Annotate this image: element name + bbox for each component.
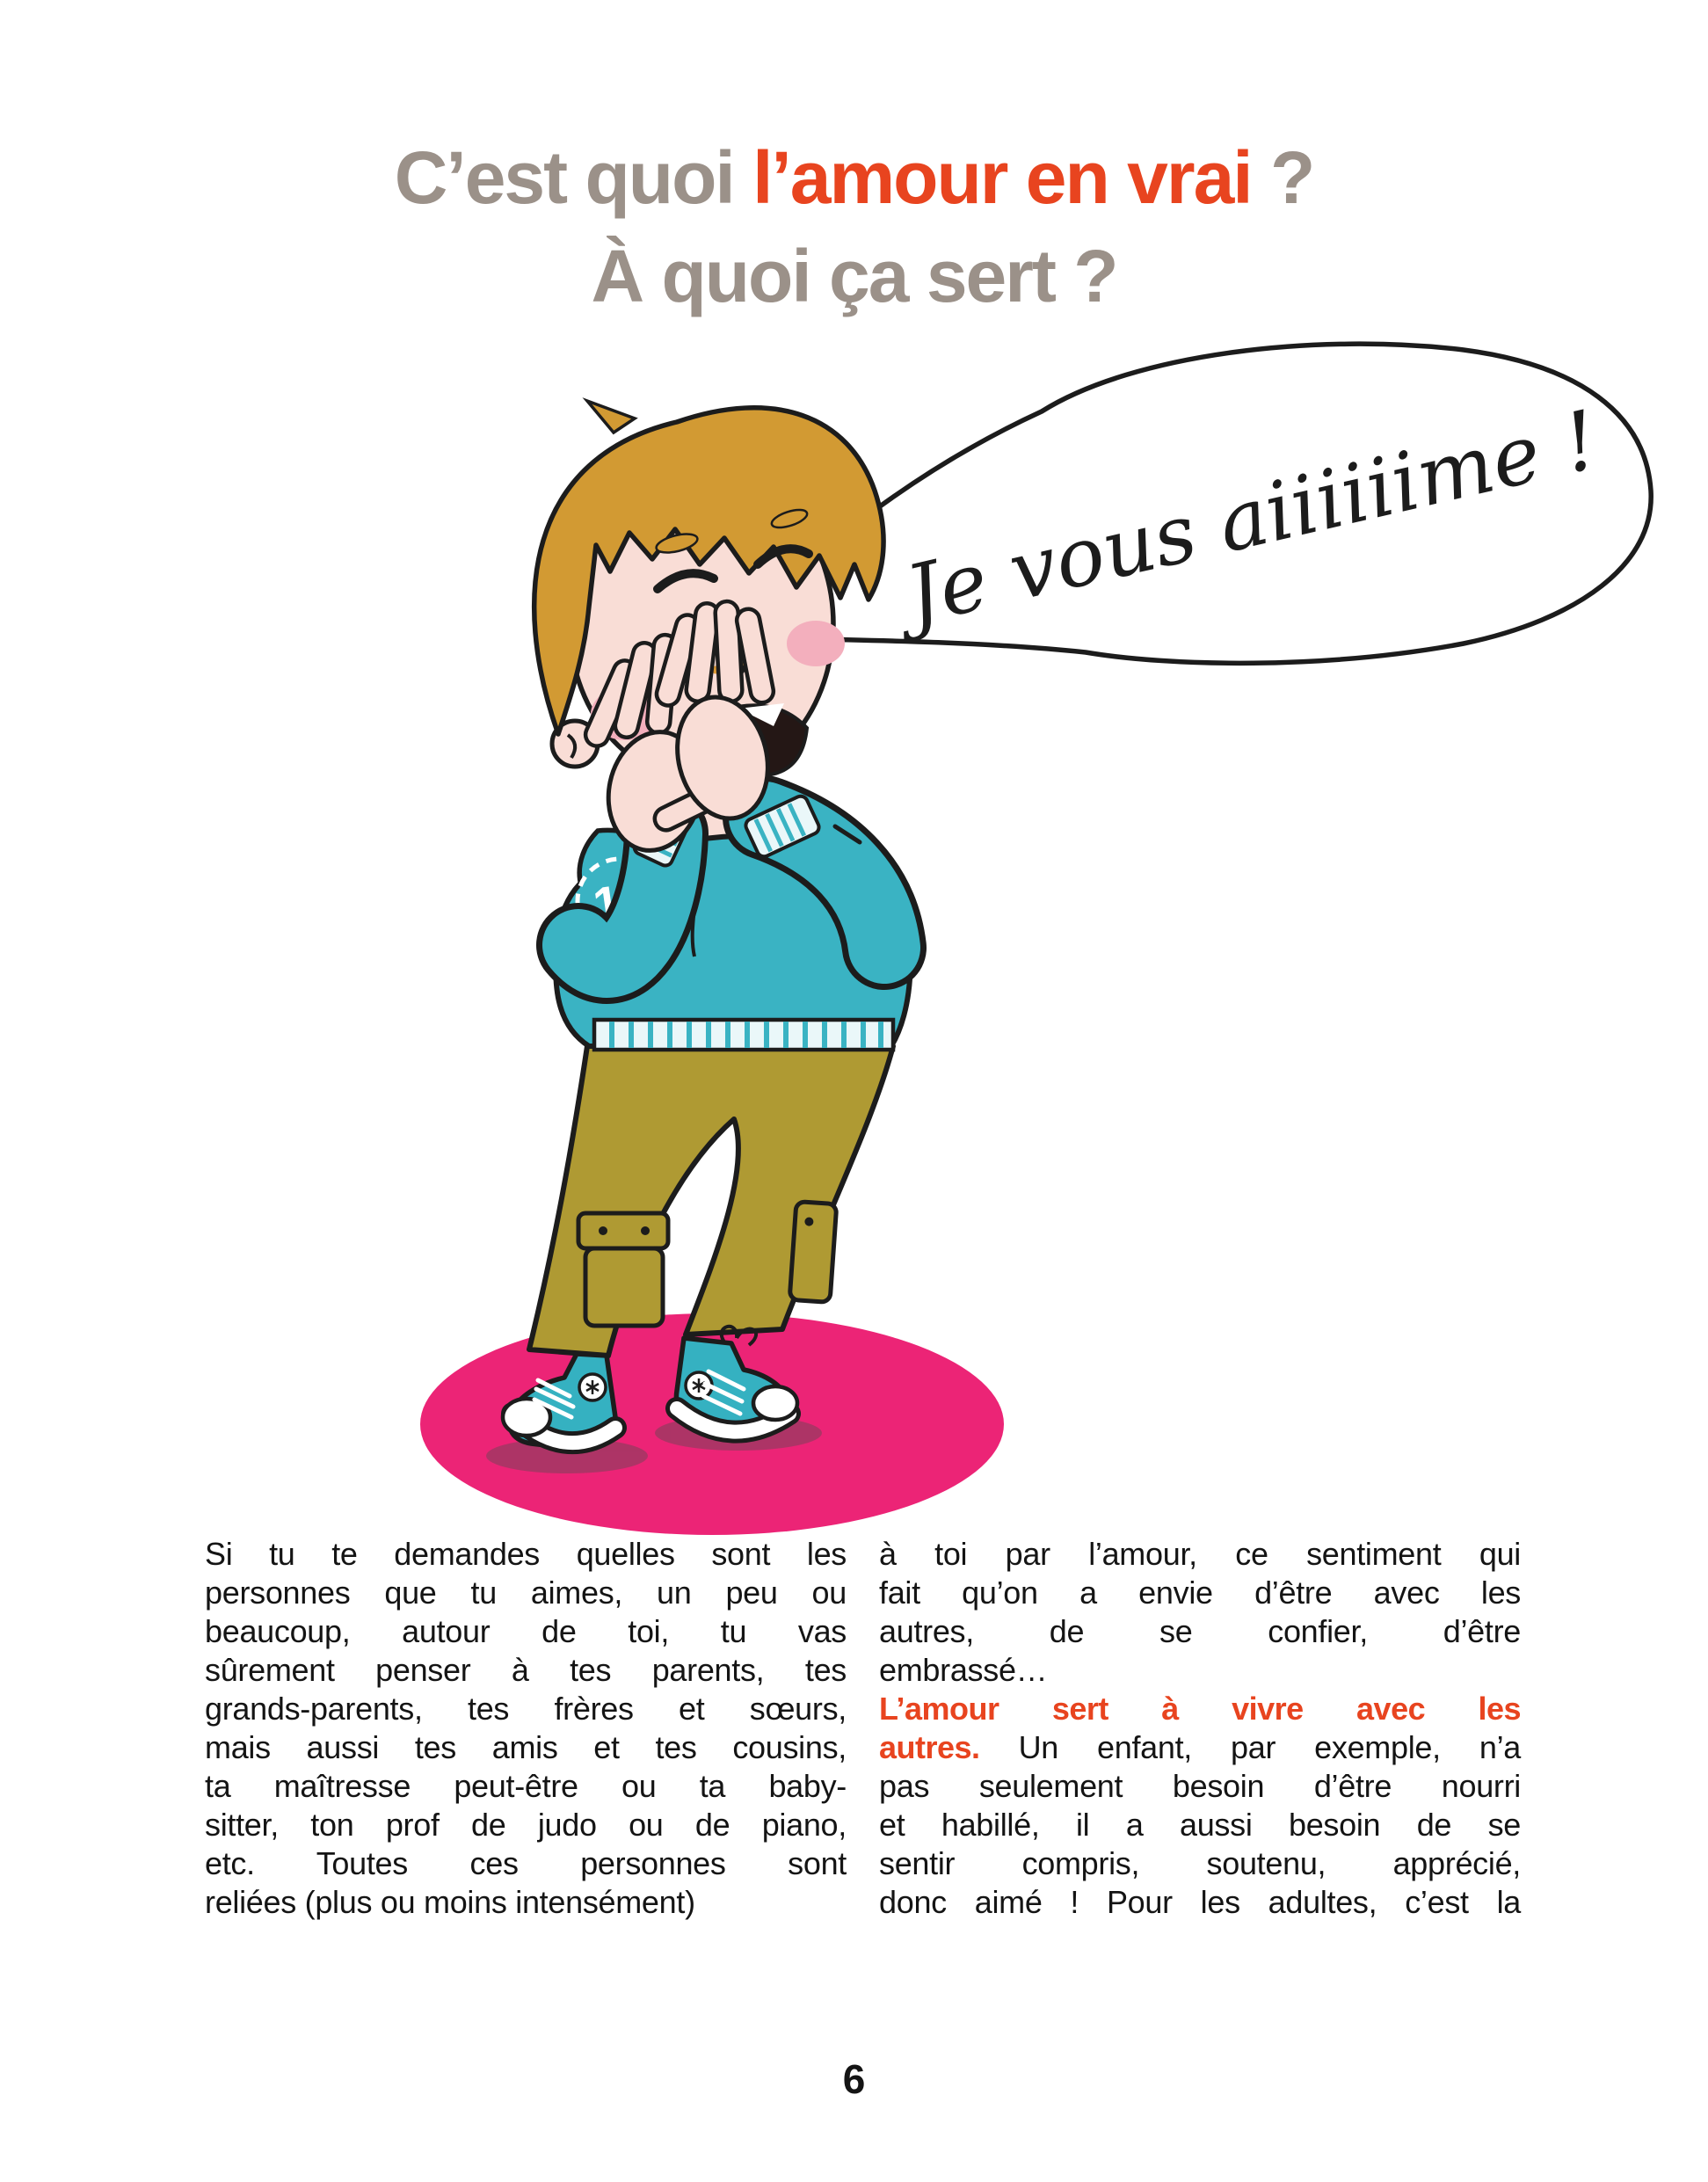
body-text-segment: donc aimé ! Pour les adultes, c’est la: [879, 1884, 1521, 1920]
speech-bubble-text: Je vous aiiiiiime !: [897, 392, 1607, 644]
body-text-segment: pas seulement besoin d’être nourri: [879, 1768, 1521, 1804]
text-line: [879, 1612, 1521, 1651]
title-line-1: [0, 128, 1708, 227]
text-line: [879, 1728, 1521, 1767]
text-line: [205, 1612, 847, 1651]
body-text-segment: fait qu’on a envie d’être avec les: [879, 1575, 1521, 1611]
body-text-segment: grands-parents, tes frères et sœurs,: [205, 1691, 847, 1727]
text-line: [879, 1535, 1521, 1574]
body-text-segment: Un enfant, par exemple, n’a: [979, 1729, 1521, 1765]
cargo-pocket-right: [789, 1202, 837, 1303]
text-line: [879, 1883, 1521, 1922]
red-emphasis-text: L’amour sert à vivre avec les: [879, 1691, 1521, 1727]
body-text-segment: sûrement penser à tes parents, tes: [205, 1652, 847, 1688]
text-column-left: [205, 1535, 847, 1922]
cargo-pants: [529, 1046, 893, 1356]
toe-cap: [753, 1386, 797, 1420]
title-gray-prefix: C’est quoi: [394, 136, 753, 219]
page-number: 6: [842, 2056, 866, 2102]
text-line: [205, 1767, 847, 1806]
body-text-segment: reliées (plus ou moins intensément): [205, 1884, 695, 1920]
body-text-segment: et habillé, il a aussi besoin de se: [879, 1807, 1521, 1843]
body-text-segment: personnes que tu aimes, un peu ou: [205, 1575, 847, 1611]
body-text-segment: beaucoup, autour de toi, tu vas: [205, 1613, 847, 1649]
title-gray-suffix: ?: [1251, 136, 1314, 219]
body-text: [205, 1535, 1521, 1922]
body-text-segment: autres, de se confier, d’être: [879, 1613, 1521, 1649]
text-line: [205, 1883, 847, 1922]
body-text-segment: etc. Toutes ces personnes sont: [205, 1845, 847, 1881]
text-line: [205, 1806, 847, 1844]
cowlick: [587, 401, 635, 433]
text-line: [879, 1844, 1521, 1883]
text-line: [205, 1535, 847, 1574]
body-text-segment: Si tu te demandes quelles sont les: [205, 1536, 847, 1572]
text-column-right: [879, 1535, 1521, 1922]
text-line: [205, 1651, 847, 1690]
text-line: [879, 1806, 1521, 1844]
badge-number: 10: [590, 872, 650, 932]
text-line: [205, 1574, 847, 1612]
body-text-segment: embrassé…: [879, 1652, 1048, 1688]
body-text-segment: ta maîtresse peut-être ou ta baby-: [205, 1768, 847, 1804]
text-line: [879, 1690, 1521, 1728]
page-title: [0, 128, 1708, 325]
cargo-pocket-left: [578, 1213, 668, 1326]
text-line: [205, 1844, 847, 1883]
title-accent: l’amour en vrai: [752, 136, 1252, 219]
red-emphasis-text: autres.: [879, 1729, 980, 1765]
text-line: [879, 1767, 1521, 1806]
body-text-segment: sentir compris, soutenu, apprécié,: [879, 1845, 1521, 1881]
body-text-segment: sitter, ton prof de judo ou de piano,: [205, 1807, 847, 1843]
hoodie: [556, 818, 910, 1050]
title-line-2: À quoi ça sert ?: [591, 235, 1117, 317]
text-line: [879, 1574, 1521, 1612]
body-text-segment: mais aussi tes amis et tes cousins,: [205, 1729, 847, 1765]
body-text-segment: à toi par l’amour, ce sentiment qui: [879, 1536, 1521, 1572]
boy-illustration: [220, 334, 1670, 1547]
text-line: [205, 1690, 847, 1728]
text-line: [879, 1651, 1521, 1690]
text-line: [205, 1728, 847, 1767]
hem-ribbing: [594, 1020, 893, 1050]
